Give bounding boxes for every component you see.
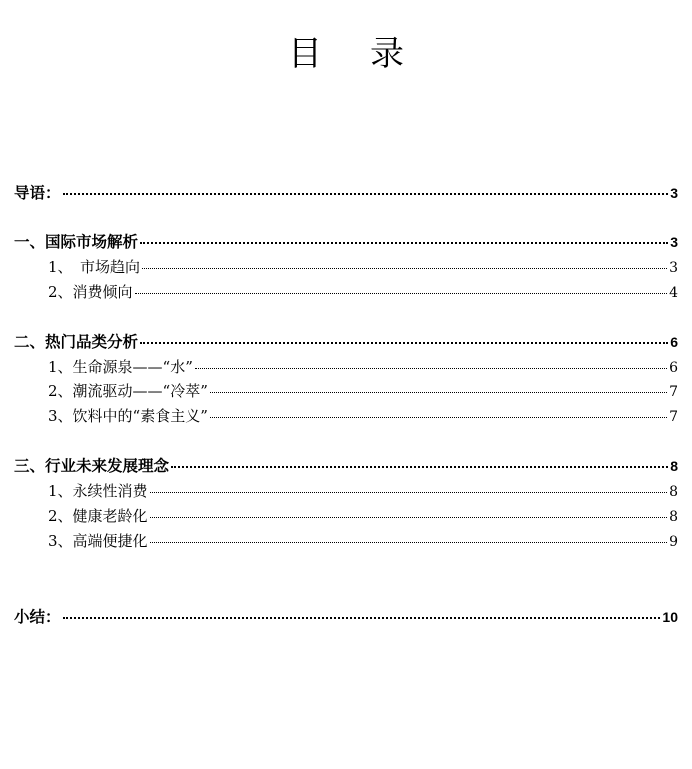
toc-entry-1-2[interactable]: [48, 281, 678, 303]
toc-page-number: 8: [669, 509, 678, 525]
dot-leader: [195, 368, 667, 369]
toc-entry-2-3[interactable]: [48, 405, 678, 427]
toc-entry-3-2[interactable]: [48, 505, 678, 527]
toc-entry-section-2[interactable]: [14, 331, 678, 353]
toc-entry-2-1[interactable]: [48, 356, 678, 378]
dot-leader: [63, 617, 661, 619]
toc-entry-label: 导语：: [14, 184, 61, 202]
toc-entry-label: 二、热门品类分析: [14, 333, 139, 351]
toc-entry-section-3[interactable]: [14, 455, 678, 477]
dot-leader: [150, 542, 668, 543]
toc-entry-label: 3、高端便捷化: [48, 532, 148, 550]
dot-leader: [150, 492, 668, 493]
dot-leader: [171, 466, 668, 468]
toc-page-number: 3: [670, 185, 678, 201]
dot-leader: [140, 242, 668, 244]
toc-page-number: 3: [669, 260, 678, 276]
toc-entry-2-2[interactable]: [48, 380, 678, 402]
toc-entry-3-3[interactable]: [48, 530, 678, 552]
toc-page-number: 6: [669, 360, 678, 376]
toc-page-number: 7: [669, 409, 678, 425]
dot-leader: [210, 417, 667, 418]
toc-entry-section-1[interactable]: [14, 231, 678, 253]
toc-entry-1-1[interactable]: [48, 256, 678, 278]
dot-leader: [135, 293, 668, 294]
toc-page-number: 4: [669, 285, 678, 301]
title-char-2: 录: [370, 34, 404, 74]
toc-entry-label: 1、 市场趋向: [48, 258, 141, 276]
toc-page-number: 6: [670, 334, 678, 350]
toc-entry-3-1[interactable]: [48, 480, 678, 502]
toc-page-number: 8: [670, 458, 678, 474]
toc-page-number: 10: [662, 609, 678, 625]
dot-leader: [63, 193, 669, 195]
toc-entry-label: 2、消费倾向: [48, 283, 133, 301]
toc-entry-intro[interactable]: [14, 182, 678, 204]
toc-entry-label: 1、永续性消费: [48, 482, 148, 500]
toc-entry-summary[interactable]: [14, 606, 678, 628]
dot-leader: [150, 517, 668, 518]
toc-page-number: 3: [670, 234, 678, 250]
toc-entry-label: 小结：: [14, 608, 61, 626]
toc-entry-label: 三、行业未来发展理念: [14, 457, 170, 475]
toc-entry-label: 1、生命源泉——“水”: [48, 358, 193, 376]
toc-entry-label: 一、国际市场解析: [14, 233, 139, 251]
title-char-1: 目: [288, 34, 322, 74]
dot-leader: [142, 268, 667, 269]
toc-page-number: 8: [669, 484, 678, 500]
dot-leader: [140, 342, 668, 344]
toc-entry-label: 3、饮料中的“素食主义”: [48, 407, 208, 425]
page-title: [0, 32, 692, 76]
toc-page-number: 9: [669, 534, 678, 550]
dot-leader: [210, 392, 667, 393]
toc-entry-label: 2、健康老龄化: [48, 507, 148, 525]
toc-entry-label: 2、潮流驱动——“冷萃”: [48, 382, 208, 400]
toc-page-number: 7: [669, 384, 678, 400]
